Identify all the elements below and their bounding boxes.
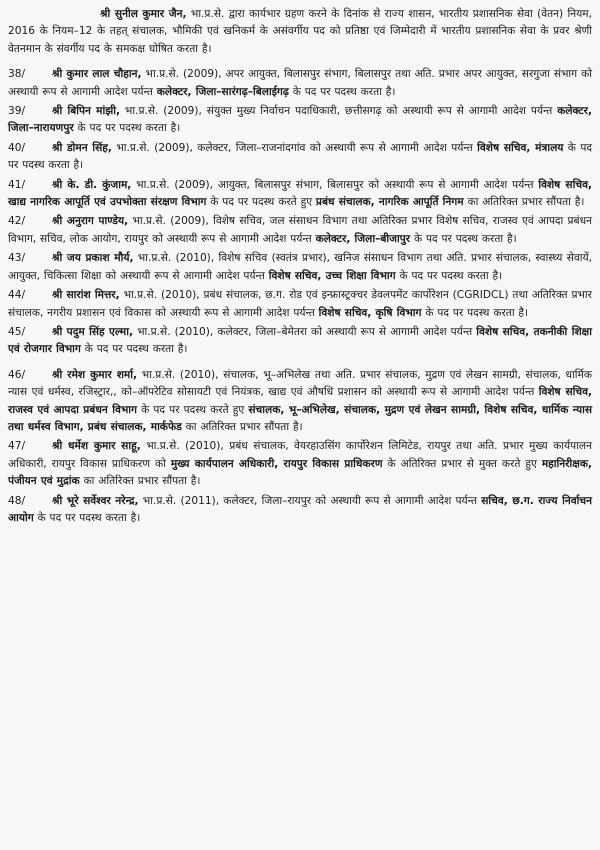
order-item-45: [8, 324, 592, 359]
item-tail: के पद पर पदस्थ करता है।: [288, 85, 396, 98]
new-posting: कलेक्टर, जिला–बीजापुर: [315, 232, 411, 245]
new-posting: विशेष सचिव, तकनीकी शिक्षा एवं रोजगार विभाग: [8, 325, 592, 356]
new-posting: कलेक्टर, जिला–सारंगढ़–बिलाईगढ़: [156, 85, 289, 98]
item-tail: के पद पर पदस्थ करता है।: [73, 122, 181, 135]
item-number: 48/: [8, 494, 26, 507]
new-posting: विशेष सचिव, कृषि विभाग: [318, 306, 422, 319]
officer-name: श्री के. डी. कुंजाम,: [52, 178, 132, 191]
item-number: 44/: [8, 289, 26, 302]
order-items: [8, 66, 592, 527]
additional-charge: प्रबंध संचालक, नागरिक आपूर्ति निगम: [315, 196, 464, 209]
officer-name: श्री अनुराग पाण्डेय,: [52, 215, 129, 228]
item-tail: के पद पर पदस्थ करते हुए: [206, 196, 316, 209]
relieved-charge: मुख्य कार्यपालन अधिकारी, रायपुर विकास प्राधिकरण: [170, 457, 383, 470]
order-item-41: [8, 177, 592, 212]
officer-name: श्री धर्मेश कुमार साहू,: [52, 440, 141, 453]
new-posting: विशेष सचिव, मंत्रालय: [477, 141, 564, 154]
item-tail-2: का अतिरिक्त प्रभार सौंपता है।: [463, 196, 585, 209]
item-text: भा.प्र.से. (2010), प्रबंध संचालक, वेयरहाउसिंग कार्पोरेशन लिमिटेड, रायपुर तथा अति. प्रभार मुख्य कार्यपालन अधिकारी, रायपुर विकास प्राधिकरण को: [8, 440, 592, 470]
officer-name: श्री सारांश मित्तर,: [52, 289, 120, 302]
item-tail-2: का अतिरिक्त प्रभार सौंपता है।: [181, 420, 303, 433]
officer-name: श्री कुमार लाल चौहान,: [52, 68, 142, 81]
item-text: भा.प्र.से. (2010), कलेक्टर, जिला–बेमेतरा को अस्थायी रूप से आगामी आदेश पर्यन्त: [132, 325, 477, 338]
item-text: भा.प्र.से. (2009), आयुक्त, बिलासपुर संभाग, बिलासपुर को अस्थायी रूप से आगामी आदेश पर्यन्त: [131, 178, 539, 191]
order-item-47: [8, 438, 592, 490]
item-text: भा.प्र.से. (2009), अपर आयुक्त, बिलासपुर संभाग, बिलासपुर तथा अति. प्रभार अपर आयुक्त, सरगुजा संभाग को अस्थायी रूप से आगामी आदेश पर्यन्त: [8, 68, 592, 98]
item-tail: के अतिरिक्त प्रभार से मुक्त करते हुए: [382, 457, 542, 470]
item-text: भा.प्र.से. (2010), संचालक, भू–अभिलेख तथा अति. प्रभार संचालक, मुद्रण एवं लेखन सामग्री, संचालक, धार्मिक न्यास एवं धर्मस्व, रजिस्ट्रार,, को–ऑपरेटिव सोसायटी एवं नियंत्रक, खाद्य एवं औषधि प्रशासन को अस्थायी रूप से आगामी आदेश पर्यन्त: [8, 368, 592, 399]
intro-text: भा.प्र.से. द्वारा कार्यभार ग्रहण करने के दिनांक से राज्य शासन, भारतीय प्रशासनिक सेवा (वेतन) नियम, 2016 के नियम–12 के तहत् संचालक, भौमिकी एवं खनिकर्म के असंवर्गीय पद को प्रतिष्ठा एवं जिम्मेदारी में भारतीय प्रशासनिक सेवा के प्रवर श्रेणी वेतनमान के संवर्गीय पद के समकक्ष घोषित करता है।: [8, 8, 593, 55]
item-text: भा.प्र.से. (2009), विशेष सचिव, जल संसाधन विभाग तथा अतिरिक्त प्रभार विशेष सचिव, राजस्व एवं आपदा प्रबंधन विभाग, सचिव, लोक आयोग, रायपुर को अस्थायी रूप से आगामी आदेश पर्यन्त: [8, 215, 593, 245]
item-tail: के पद पर पदस्थ करता है।: [410, 232, 517, 245]
new-posting: विशेष सचिव, राजस्व एवं आपदा प्रबंधन विभाग: [8, 386, 593, 416]
order-item-46: [8, 367, 592, 437]
officer-name: श्री जय प्रकाश मौर्य,: [52, 252, 134, 265]
item-tail: के पद पर पदस्थ करता है।: [395, 269, 503, 282]
item-tail: के पद पर पदस्थ करता है।: [421, 306, 529, 319]
item-text: भा.प्र.से. (2009), संयुक्त मुख्य निर्वाचन पदाधिकारी, छत्तीसगढ़ को अस्थायी रूप से आगामी आदेश पर्यन्त: [120, 105, 558, 118]
officer-name: श्री पदुम सिंह एल्मा,: [52, 325, 133, 338]
officer-name: श्री डोमन सिंह,: [52, 141, 112, 154]
order-item-42: [8, 213, 592, 248]
item-number: 39/: [8, 105, 26, 118]
item-number: 40/: [8, 141, 26, 154]
item-tail-2: का अतिरिक्त प्रभार सौंपता है।: [79, 475, 201, 488]
order-item-39: [8, 103, 592, 138]
item-tail: के पद पर पदस्थ करते हुए: [137, 403, 249, 416]
order-item-43: [8, 250, 592, 285]
item-tail: के पद पर पदस्थ करता है।: [80, 343, 188, 356]
order-item-44: [8, 287, 592, 322]
order-item-40: [8, 140, 592, 175]
new-posting: कलेक्टर, जिला–नारायणपुर: [8, 105, 592, 135]
item-number: 46/: [8, 368, 26, 381]
item-number: 38/: [8, 68, 26, 81]
item-text: भा.प्र.से. (2009), कलेक्टर, जिला–राजनांदगांव को अस्थायी रूप से आगामी आदेश पर्यन्त: [111, 141, 478, 154]
additional-charge: महानिरीक्षक, पंजीयन एवं मुद्रांक: [8, 457, 593, 488]
new-posting: सचिव, छ.ग. राज्य निर्वाचन आयोग: [8, 494, 592, 524]
intro-paragraph: [8, 6, 592, 58]
officer-name: श्री रमेश कुमार शर्मा,: [52, 368, 138, 381]
item-number: 45/: [8, 325, 26, 338]
additional-charge: संचालक, भू–अभिलेख, संचालक, मुद्रण एवं लेखन सामग्री, विशेष सचिव, धार्मिक न्यास तथा धर्मस्व विभाग, प्रबंध संचालक, मार्कफेड: [8, 403, 592, 433]
item-tail: के पद पर पदस्थ करता है।: [8, 141, 593, 172]
item-text: भा.प्र.से. (2010), प्रबंध संचालक, छ.ग. रोड एवं इन्फ्रास्ट्रक्चर डेवलपमेंट कार्पोरेशन (CGRIDCL) तथा अतिरिक्त प्रभार संचालक, नगरीय प्रशासन एवं विकास को अस्थायी रूप से आगामी आदेश पर्यन्त: [8, 289, 593, 319]
item-tail: के पद पर पदस्थ करता है।: [33, 511, 141, 524]
new-posting: विशेष सचिव, उच्च शिक्षा विभाग: [268, 269, 396, 282]
item-number: 43/: [8, 252, 26, 265]
item-text: भा.प्र.से. (2010), विशेष सचिव (स्वतंत्र प्रभार), खनिज संसाधन विभाग तथा अति. प्रभार संचालक, स्वास्थ्य सेवायें, आयुक्त, चिकित्सा शिक्षा को अस्थायी रूप से आगामी आदेश पर्यन्त: [8, 252, 592, 282]
item-number: 42/: [8, 215, 26, 228]
item-number: 41/: [8, 178, 26, 191]
item-text: भा.प्र.से. (2011), कलेक्टर, जिला–रायपुर को अस्थायी रूप से आगामी आदेश पर्यन्त: [138, 494, 482, 507]
new-posting: विशेष सचिव, खाद्य नागरिक आपूर्ति एवं उपभोक्ता संरक्षण विभाग: [8, 178, 592, 209]
officer-name: श्री भूरे सर्वेश्वर नरेन्द्र,: [52, 494, 139, 507]
item-number: 47/: [8, 440, 26, 453]
order-item-48: [8, 493, 592, 528]
officer-name: श्री बिपिन मांझी,: [52, 105, 120, 118]
officer-name: श्री सुनील कुमार जैन,: [100, 8, 187, 20]
order-item-38: [8, 66, 592, 101]
